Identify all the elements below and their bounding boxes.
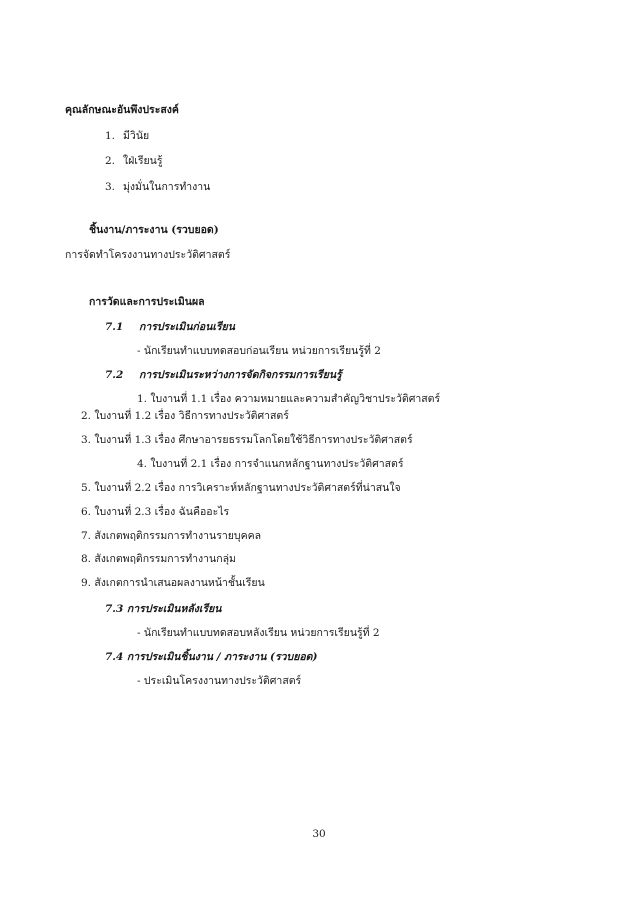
page-number: 30 bbox=[312, 828, 326, 840]
workload-eval-heading: 7.4 การประเมินชิ้นงาน / ภาระงาน (รวบยอด) bbox=[105, 651, 318, 663]
desired-traits-heading: คุณลักษณะอันพึงประสงค์ bbox=[65, 104, 179, 116]
during-eval-heading bbox=[105, 369, 342, 382]
during-eval-item: 3. ใบงานที่ 1.3 เรื่อง ศึกษาอารยธรรมโลกโดยใช้วิธีการทางประวัติศาสตร์ bbox=[81, 434, 413, 446]
during-eval-item: 8. สังเกตพฤติกรรมการทำงานกลุ่ม bbox=[81, 553, 236, 565]
workload-heading: ชิ้นงาน/ภาระงาน (รวบยอด) bbox=[89, 224, 219, 236]
evaluation-heading: การวัดและการประเมินผล bbox=[89, 296, 205, 308]
post-eval-heading: 7.3 การประเมินหลังเรียน bbox=[105, 603, 222, 615]
during-eval-item: 1. ใบงานที่ 1.1 เรื่อง ความหมายและความสำคัญวิชาประวัติศาสตร์ bbox=[137, 393, 441, 405]
during-eval-item: 2. ใบงานที่ 1.2 เรื่อง วิธีการทางประวัติศาสตร์ bbox=[81, 410, 289, 422]
item-text: มุ่งมั่นในการทำงาน bbox=[123, 181, 211, 193]
item-number: 2. bbox=[105, 155, 116, 167]
post-eval-item: - นักเรียนทำแบบทดสอบหลังเรียน หน่วยการเรียนรู้ที่ 2 bbox=[137, 627, 380, 639]
item-text: มีวินัย bbox=[123, 130, 150, 142]
list-item bbox=[105, 130, 149, 143]
during-eval-item: 6. ใบงานที่ 2.3 เรื่อง ฉันคืออะไร bbox=[81, 506, 230, 518]
during-eval-item: 5. ใบงานที่ 2.2 เรื่อง การวิเคราะห์หลักฐานทางประวัติศาสตร์ที่น่าสนใจ bbox=[81, 482, 401, 494]
list-item bbox=[105, 155, 162, 168]
section-title: การประเมินระหว่างการจัดกิจกรรมการเรียนรู้ bbox=[139, 369, 342, 381]
pre-eval-item: - นักเรียนทำแบบทดสอบก่อนเรียน หน่วยการเรียนรู้ที่ 2 bbox=[137, 345, 381, 357]
section-number: 7.2 bbox=[105, 369, 124, 381]
item-number: 3. bbox=[105, 181, 116, 193]
list-item bbox=[105, 181, 210, 194]
workload-text: การจัดทำโครงงานทางประวัติศาสตร์ bbox=[65, 249, 231, 261]
item-number: 1. bbox=[105, 130, 116, 142]
workload-eval-item: - ประเมินโครงงานทางประวัติศาสตร์ bbox=[137, 675, 302, 687]
section-number: 7.1 bbox=[105, 321, 124, 333]
pre-eval-heading bbox=[105, 321, 235, 334]
item-text: ใฝ่เรียนรู้ bbox=[123, 155, 163, 167]
during-eval-item: 7. สังเกตพฤติกรรมการทำงานรายบุคคล bbox=[81, 530, 262, 542]
during-eval-item: 9. สังเกตการนำเสนอผลงานหน้าชั้นเรียน bbox=[81, 577, 265, 589]
during-eval-item: 4. ใบงานที่ 2.1 เรื่อง การจำแนกหลักฐานทางประวัติศาสตร์ bbox=[137, 458, 404, 470]
section-title: การประเมินก่อนเรียน bbox=[139, 321, 235, 333]
